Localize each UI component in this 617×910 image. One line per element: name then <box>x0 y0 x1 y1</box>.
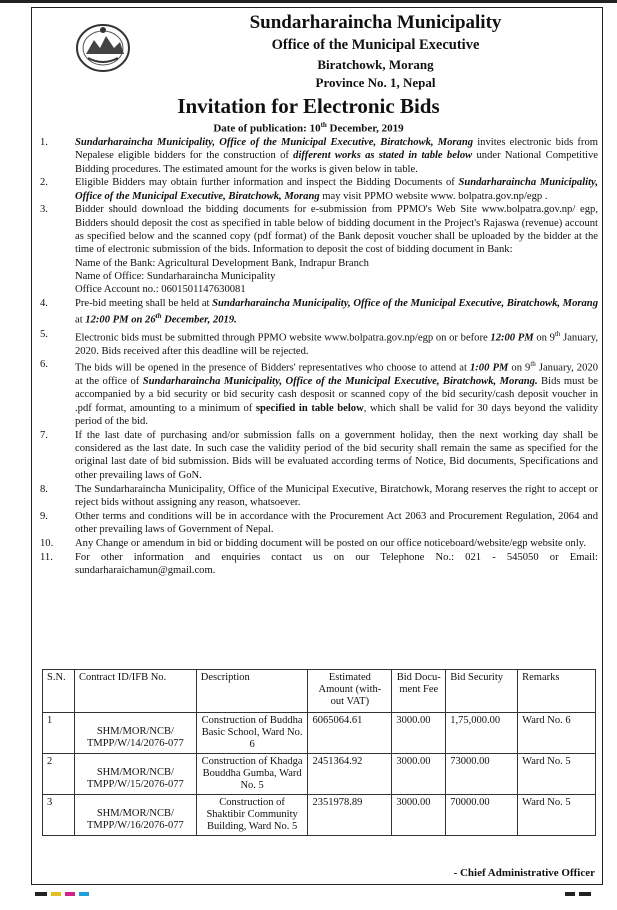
list-item: 10. Any Change or amendum in bid or bidding document will be posted on our office noticeboard/website/egp website only. <box>40 537 587 549</box>
col-header-description: Description <box>196 670 308 713</box>
signature-line: - Chief Administrative Officer <box>453 867 595 879</box>
list-item: 11. For other information and enquiries contact us on our Telephone No.: 021 - 545050 or Email: sundarharaichamun@gmail.com. <box>40 551 598 576</box>
list-item: 6. The bids will be opened in the presence of Bidders' representatives who choose to attend at 1:00 PM on 9th January, 2020 at the office of Sundarharaincha Municipality, Office of the Municipal Executive, Biratchowk, Morang. Bids must be accompanied by a bid security or bid security cash desposit or scanned copy of the bid security/cash deposit voucher in .pdf format, amounting to a minimum of specified in table below, which shall be valid for 30 days beyond the validity period of the bid. <box>40 359 598 428</box>
nepal-emblem-icon <box>74 22 132 74</box>
list-item: 1. Sundarharaincha Municipality, Office of the Municipal Executive, Biratchowk, Morang invites electronic bids from Nepalese eligible bidders for the construction of different works as stated in table below under National Competitive Bidding procedures. The estimated amount for the works is given below in table. <box>40 137 599 175</box>
table-row: 2 SHM/MOR/NCB/ TMPP/W/15/2076-077 Construction of Khadga Bouddha Gumba, Ward No. 5 2451364.92 3000.00 73000.00 Ward No. 5 <box>43 754 596 795</box>
table-header-row <box>43 670 596 713</box>
municipality-name: Sundarharaincha Municipality <box>249 12 502 33</box>
col-header-estimated-amount: Estimated Amount (with-out VAT) <box>308 670 392 713</box>
col-header-sn: S.N. <box>43 670 75 713</box>
office-address: Biratchowk, Morang <box>317 57 434 72</box>
table-row: 3 SHM/MOR/NCB/ TMPP/W/16/2076-077 Construction of Shaktibir Community Building, Ward No. 5 2351978.89 3000.00 70000.00 Ward No. 5 <box>43 795 596 836</box>
list-item: 4. Pre-bid meeting shall be held at Sundarharaincha Municipality, Office of the Municipal Executive, Biratchowk, Morang at 12:00 PM on 26th December, 2019. <box>40 298 598 326</box>
top-rule <box>0 0 617 3</box>
col-header-contract-id: Contract ID/IFB No. <box>74 670 196 713</box>
list-item: 2. Eligible Bidders may obtain further information and inspect the Bidding Documents of Sundarharaincha Municipality, Office of the Municipal Executive, Biratchowk, Morang may visit PPMO website www. bolpatra.gov.np/egp . <box>40 177 598 202</box>
publication-date: Date of publication: 10th December, 2019 <box>213 121 404 135</box>
col-header-remarks: Remarks <box>518 670 596 713</box>
office-name: Office of the Municipal Executive <box>271 37 480 53</box>
list-item: 7. If the last date of purchasing and/or submission falls on a government holiday, then the next working day shall be considered as the last date. In such case the validity period of the bid security shall remain the same as specified for the original last date of bid submission. Bids will be evaluated according terms of Notice, Bid documents, Specifications and other prevailing laws of GoN. <box>40 429 598 481</box>
print-color-marks <box>35 892 595 898</box>
page-title: Invitation for Electronic Bids <box>177 94 440 118</box>
list-item: 5. Electronic bids must be submitted through PPMO website www.bolpatra.gov.np/egp on or before 12:00 PM on 9th January, 2020. Bids received after this deadline will be rejected. <box>40 328 598 357</box>
list-item: 8. The Sundarharaincha Municipality, Office of the Municipal Executive, Biratchowk, Morang reserves the right to accept or reject bids without assigning any reason, whatsoever. <box>40 483 598 508</box>
col-header-doc-fee: Bid Docu-ment Fee <box>392 670 446 713</box>
col-header-bid-security: Bid Security <box>446 670 518 713</box>
list-item: 9. Other terms and conditions will be in accordance with the Procurement Act 2063 and Procurement Regulation, 2064 and other prevailing laws of Government of Nepal. <box>40 510 598 535</box>
notice-items <box>40 136 598 578</box>
table-row: 1 SHM/MOR/NCB/ TMPP/W/14/2076-077 Construction of Buddha Basic School, Ward No. 6 6065064.61 3000.00 1,75,000.00 Ward No. 6 <box>43 713 596 754</box>
list-item: 3. Bidder should download the bidding documents for e-submission from PPMO's Web Site www.bolpatra.gov.np/ egp, Bidders should deposit the cost as specified in table below of bidding document in the Project's Rajaswa (revenue) account as specified below and the scanned copy (pdf format) of the Bank deposit voucher shall be uploaded by the bidder at the time of electronic submission of the bids. Information to deposit the cost of bidding document in Bank: Name of the Bank: Agricultural Development Bank, Indrapur Branch Name of Office: Sundarharaincha Municipality Office Account no.: 0601501147630081 <box>40 204 598 296</box>
province-line: Province No. 1, Nepal <box>315 75 436 90</box>
bids-table <box>42 669 596 836</box>
